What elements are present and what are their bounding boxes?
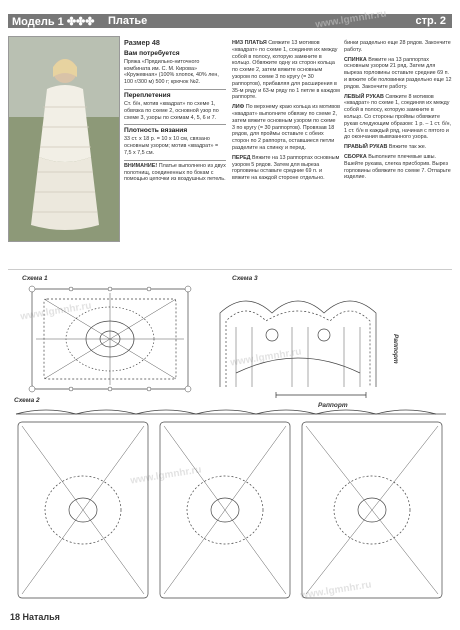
bodice-paragraph xyxy=(232,104,340,152)
back-text: Вяжите на 13 раппортах основным узором 21 ряд. Затем для выреза горловины оставьте средние 69 п. и вяжите обе половинки раздельно еще 12 рядов. Закончите работу. xyxy=(344,56,452,90)
back-paragraph xyxy=(344,57,452,91)
scheme-2-diagram xyxy=(10,404,452,606)
right-sleeve-paragraph xyxy=(344,144,452,151)
divider xyxy=(124,160,226,161)
assembly-text: Выполните плечевые швы. Вшейте рукава, слегка присборив. Вырез горловины обвяжите по схеме 7. Отпарьте изделие. xyxy=(344,153,451,181)
assembly-paragraph xyxy=(344,154,452,181)
garment-title: Платье xyxy=(108,15,148,27)
assembly-lead: СБОРКА xyxy=(344,153,367,160)
photo-illustration xyxy=(9,37,119,241)
watermark: www.lgmnhr.ru xyxy=(299,579,373,602)
column-instructions-2 xyxy=(344,40,452,184)
back-lead: СПИНКА xyxy=(344,56,367,63)
divider xyxy=(124,124,226,125)
note-text: Платье выполнено из двух полотнищ, соединенных по бокам с помощью цепочки из воздушных петель. xyxy=(124,162,226,183)
bodice-text: По верхнему краю кольца из мотивов «квадрат» выполните обвязку по схеме 2, затем вяжите основным узором по схеме 3 по кругу (= 30 раппортов). Провязав 18 рядов, для проймы оставьте с обеих сторон по 2 раппорта, оставшиеся петли разделите на спинку и перед. xyxy=(232,104,340,151)
materials-heading: Вам потребуется xyxy=(124,49,180,57)
right-sleeve-text: Вяжите так же. xyxy=(388,144,427,151)
watermark: www.lgmnhr.ru xyxy=(314,8,388,31)
scheme-3-diagram xyxy=(216,283,394,399)
front-paragraph xyxy=(232,155,340,182)
size-heading: Размер 48 xyxy=(124,38,160,47)
section-divider xyxy=(8,269,452,270)
materials-text: Пряжа «Прядильно-ниточного комбината им. С. М. Кирова» «Кружевная» (100% хлопок, 40% лен, 100 г/300 м) 500 г; крючок №2. xyxy=(124,58,219,86)
hem-lead: НИЗ ПЛАТЬЯ xyxy=(232,40,267,46)
front-lead: ПЕРЕД xyxy=(232,154,251,161)
bodice-lead: ЛИФ xyxy=(232,104,245,111)
rapport-vertical-label: Раппорт xyxy=(392,334,399,364)
page-number: стр. 2 xyxy=(415,15,446,27)
page-header xyxy=(0,0,460,31)
watermark: www.lgmnhr.ru xyxy=(19,300,93,323)
watermark: www.lgmnhr.ru xyxy=(129,464,203,487)
divider xyxy=(124,89,226,90)
right-sleeve-lead: ПРАВЫЙ РУКАВ xyxy=(344,144,388,151)
hem-text: Свяжите 13 мотивов «квадрат» по схеме 1, соединяя их между собой в полосу, которую замкните в кольцо. Обвяжите одну из сторон кольца по схеме 2, затем вяжите основным узором по схеме 3 по кругу (= 30 раппортов), прибавляя для расширения в 35-м ряду и 63-м ряду по 1 петле в каждом раппорте. xyxy=(232,40,340,101)
density-heading: Плотность вязания xyxy=(124,127,188,135)
patterns-heading: Переплетения xyxy=(124,91,171,99)
front-text: Вяжите на 13 раппортах основным узором 5 рядов. Затем для выреза горловины оставьте средние 69 п. и вяжите на каждой стороне отдельно. xyxy=(232,154,340,182)
note-paragraph xyxy=(124,163,226,183)
left-sleeve-lead: ЛЕВЫЙ РУКАВ xyxy=(344,93,384,100)
scheme-1-label: Схема 1 xyxy=(22,275,48,282)
hem-paragraph xyxy=(232,40,340,101)
page-footer: 18 Наталья xyxy=(10,612,60,622)
density-text: 33 ст. х 18 р. = 10 х 10 см, связано основным узором; мотив «квадрат» = 7,5 х 7,5 см. xyxy=(124,136,219,156)
model-photo xyxy=(8,36,120,242)
rapport-label: Раппорт xyxy=(318,402,348,409)
watermark: www.lgmnhr.ru xyxy=(229,346,303,369)
scheme-2-label: Схема 2 xyxy=(14,397,40,404)
column-materials xyxy=(124,40,226,186)
scheme-1-diagram xyxy=(14,283,204,395)
model-label: Модель 1 ✤✤✤ xyxy=(12,16,95,28)
note-lead: ВНИМАНИЕ! xyxy=(124,162,158,169)
left-sleeve-paragraph xyxy=(344,94,452,142)
continuation-text: бинки раздельно еще 28 рядов. Закончите работу. xyxy=(344,40,451,53)
scheme-3-label: Схема 3 xyxy=(232,275,258,282)
column-instructions-1 xyxy=(232,40,340,185)
patterns-text: Ст. б/н, мотив «квадрат» по схеме 1, обвязка по схеме 2, основной узор по схеме 3, узоры по схемам 4, 5, 6 и 7. xyxy=(124,100,219,121)
left-sleeve-text: Свяжите 8 мотивов «квадрат» по схеме 1, соединяя их между собой в полосу, которую замкните в кольцо. Со стороны проймы обвяжите рукав следующим образом: 1 р. – 1 ст. б/н, 1 ст. б/н в каждый ряд, начиная с пятого и до окончания вывязанного узора. xyxy=(344,93,451,141)
